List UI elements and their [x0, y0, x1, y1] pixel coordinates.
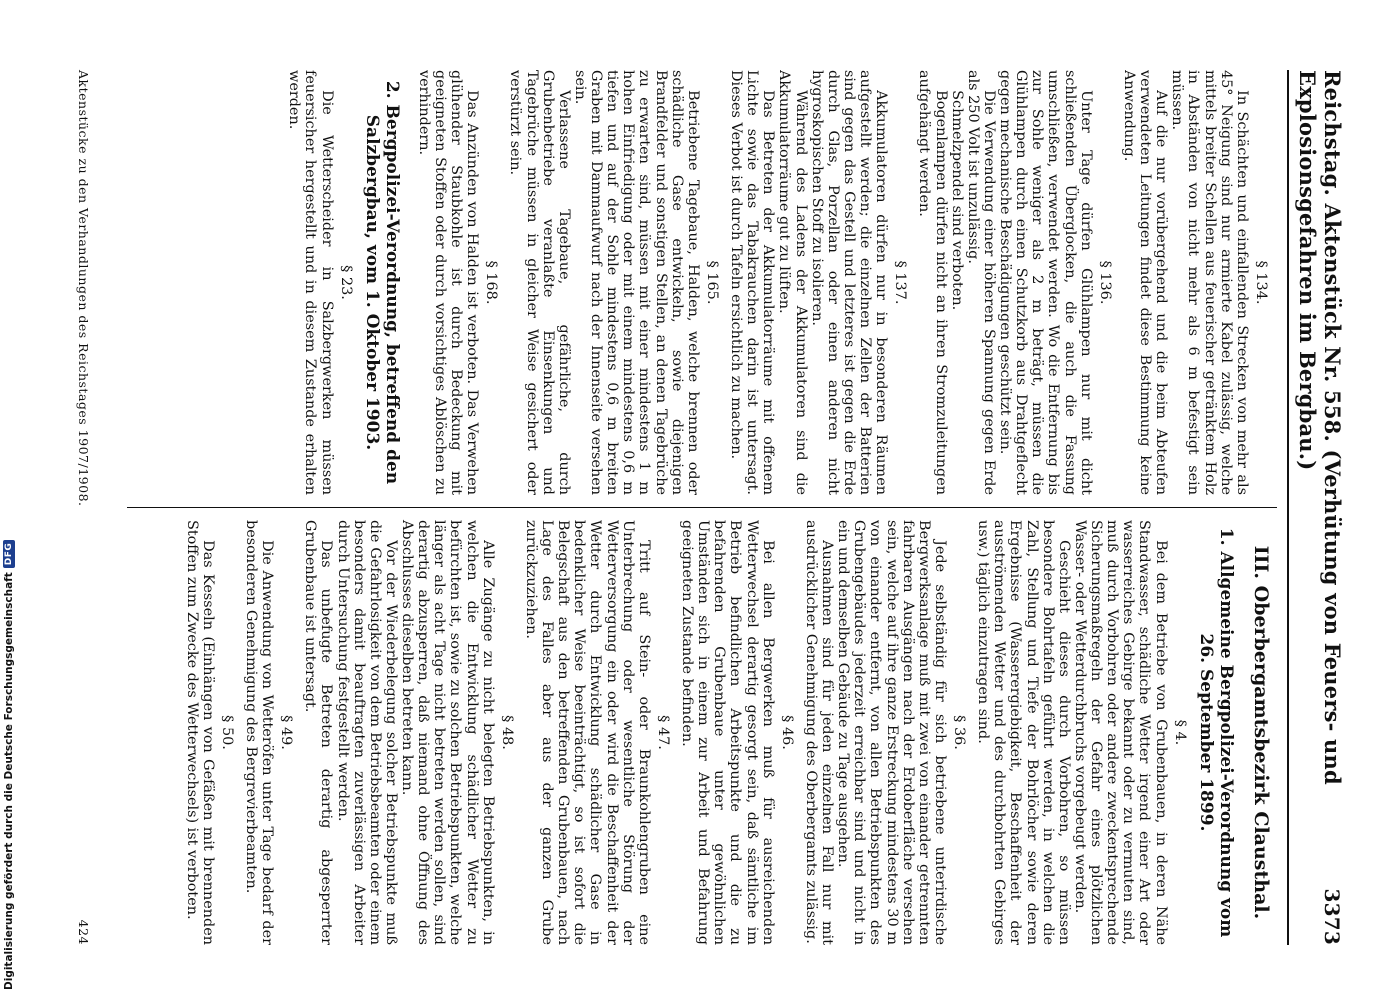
- ordinance-heading: 1. Allgemeine Bergpolizei-Verordnung vom 26. September 1899.: [1195, 527, 1236, 938]
- paragraph: Auf die nur vorübergehend und die beim Abteufen verwendeten Leitungen findet diese Bestimmung keine Anwendung.: [1121, 70, 1170, 495]
- page-footer: [76, 70, 91, 945]
- paragraph: Akkumulatoren dürfen nur in besonderen Räumen aufgestellt werden; die einzelnen Zellen der Batterien sind gegen das Gestell und letzteres ist gegen die Erde durch Glas, Porzellan oder einen anderen nicht hygroskopischen Stoff zu isolieren.: [808, 70, 890, 495]
- paragraph: Betriebene Tagebaue, Halden, welche brennen oder schädliche Gase entwickeln, sowie diejenigen Brandfelder und sonstigen Stellen, an denen Tagebrüche zu erwarten sind, müssen mit einer mindestens 1 m hohen Einfriedigung oder mit einem mindestens 0,6 m tiefen und auf der Sohle mindestens 0,6 m breiten Graben mit Dammaufwurf nach der Innenseite versehen sein.: [572, 70, 701, 495]
- page-header: [1287, 70, 1345, 945]
- digitization-note: [0, 0, 18, 1000]
- paragraph: Die Verwendung einer höheren Spannung gegen Erde als 250 Volt ist unzulässig.: [964, 70, 997, 495]
- ordinance-heading: 2. Bergpolizei-Verordnung, betreffend den Salzbergbau, vom 1. Oktober 1903.: [361, 80, 402, 485]
- paragraph: Das Betreten der Akkumulatorräume mit offenem Lichte sowie das Tabakrauchen darin ist untersagt. Dieses Verbot ist durch Tafeln ersichtlich zu machen.: [728, 70, 777, 495]
- header-title: Reichstag. Aktenstück Nr. 558. (Verhütung von Feuers- und Explosionsgefahren im Bergbau.): [1295, 70, 1345, 785]
- paragraph: In Schächten und einfallenden Strecken von mehr als 45° Neigung sind nur armierte Kabel zulässig, welche mittels breiter Schellen aus feuerischer getränktem Holz in Abständen von nicht mehr als 6 m befestigt sein müssen.: [1169, 70, 1250, 495]
- section-number: § 47.: [654, 715, 671, 750]
- paragraph: Bei allen Bergwerken muß für ausreichenden Wetterwechsel derartig gesorgt sein, daß sämtliche im Betrieb befindlichen Arbeitspunkte und die zu befahrenden Grubenbaue unter gewöhnlichen Umständen sich in einem zur Arbeit und Befahrung geeigneten Zustande befinden.: [679, 520, 776, 945]
- right-column: [127, 508, 1277, 945]
- section-number: § 136.: [1096, 260, 1113, 305]
- section-number: § 4.: [1171, 719, 1188, 746]
- paragraph: Bei dem Betriebe von Grubenbauen, in deren Nähe Standwasser, schädliche Wetter irgend einer Art oder wasserreiches Gebirge bekannt oder zu vermuten sind, muß durch Vorbohren oder andere zweckentsprechende Sicherungsmaßregeln der Gefahr eines plötzlichen Wasser- oder Wetterdurchbruchs vorgebeugt werden.: [1071, 520, 1169, 945]
- dfg-logo: DFG: [3, 540, 15, 569]
- section-number: § 23.: [337, 265, 354, 300]
- paragraph: Verlassene Tagebaue, gefährliche, durch Grubenbetriebe veranlaßte Einsenkungen und Tagebrüche müssen in gleicher Weise gesichert oder verstürzt sein.: [507, 70, 572, 495]
- paragraph: Die Wetterscheider in Salzbergwerken müssen feuersicher hergestellt und in diesem Zustande erhalten werden.: [286, 70, 335, 495]
- paragraph: Alle Zugänge zu nicht belegten Betriebspunkten, in welchen die Entwicklung schädlicher Wetter zu befürchten ist, sowie zu solchen Betriebspunkten, welche länger als acht Tage nicht betreten werden sollen, sind derartig abzusperren, daß niemand ohne Öffnung des Abschlusses dieselben betreten kann.: [399, 520, 496, 945]
- section-number: § 134.: [1253, 260, 1269, 305]
- district-heading: III. Oberbergamtsbezirk Clausthal.: [1250, 545, 1272, 920]
- digitization-text: Digitalisierung gefördert durch die Deutsche Forschungsgemeinschaft: [3, 572, 15, 990]
- section-number: § 46.: [778, 715, 795, 750]
- section-number: § 49.: [278, 715, 295, 750]
- paragraph: Das unbefugte Betreten derartig abgesperrter Grubenbaue ist untersagt.: [302, 520, 335, 945]
- section-number: § 48.: [498, 715, 515, 750]
- paragraph: Das Anzünden von Halden ist verboten. Das Verwehen glühender Staubkohle ist durch Bedeckung mit geeigneten Stoffen oder durch vorsichtiges Ablöschen zu verhindern.: [415, 70, 481, 495]
- text-columns: [127, 70, 1277, 945]
- footer-source: Aktenstücke zu den Verhandlungen des Reichstages 1907/1908.: [76, 70, 91, 507]
- paragraph: Ausnahmen sind für jeden einzelnen Fall nur mit ausdrücklicher Genehmigung des Oberbergamts zulässig.: [802, 520, 836, 945]
- section-number: § 137.: [892, 260, 909, 305]
- paragraph: Schmelzpendel sind verboten.: [948, 90, 965, 311]
- section-number: § 50.: [218, 715, 235, 750]
- paragraph: Das Kesseln (Einhängen von Gefäßen mit brennenden Stoffen zum Zwecke des Wetterwechsels) ist verboten.: [183, 520, 216, 945]
- left-column: [127, 70, 1277, 508]
- footer-page-number: 424: [76, 919, 91, 945]
- paragraph: Geschieht dieses durch Vorbohren, so müssen besondere Bohrtafeln geführt werden, in welchen die Zahl, Stellung und Tiefe der Bohrlöcher sowie deren Ergebnisse (Wasserergiebigkeit, Beschaffenheit der ausströmenden Wetter und des durchbohrten Gebirges usw.) täglich einzutragen sind.: [975, 520, 1072, 945]
- section-number: § 165.: [704, 260, 720, 305]
- page-number: 3373: [1320, 888, 1344, 945]
- paragraph: Unter Tage dürfen Glühlampen nur mit dicht schließenden Überglocken, die auch die Fassung umschließen, verwendet werden. Wo die Entfernung bis zur Sohle weniger als 2 m beträgt, müssen die Glühlampen durch einen Schutzkorb aus Drahtgeflecht gegen mechanische Beschädigungen geschützt sein.: [997, 70, 1094, 495]
- paragraph: Die Anwendung von Wetteröfen unter Tage bedarf der besonderen Genehmigung des Bergrevierbeamten.: [242, 520, 276, 945]
- paragraph: Jede selbständig für sich betriebene unterirdische Bergwerksanlage muß mit zwei von einander getrennten fahrbaren Ausgängen nach der Erdoberfläche versehen sein, welche auf ihre ganze Erstreckung mindestens 30 m von einander entfernt, von allen Betriebspunkten des Grubengebäudes jederzeit erreichbar sind und nicht in ein und demselben Gebäude zu Tage ausgehen.: [835, 520, 948, 945]
- paragraph: Bogenlampen dürfen nicht an ihren Stromzuleitungen aufgehängt werden.: [916, 70, 949, 495]
- section-number: § 36.: [951, 715, 968, 750]
- paragraph: Vor der Wiederbelegung solcher Betriebspunkte muß die Gefahrlosigkeit von dem Betriebsbeamten oder einem besonders damit beauftragten zuverlässigen Arbeiter durch Untersuchung festgestellt werden.: [334, 520, 399, 945]
- paragraph: Tritt auf Stein- oder Braunkohlengruben eine Unterbrechung oder wesentliche Störung der Wetterversorgung ein oder wird die Beschaffenheit der Wetter durch Entwicklung schädlicher Gase in bedenklicher Weise beeinträchtigt, so ist sofort die Belegschaft aus den betreffenden Grubenbauen, nach Lage des Falles aber aus der ganzen Grube zurückzuziehen.: [522, 520, 652, 945]
- paragraph: Während des Ladens der Akkumulatoren sind die Akkumulatorräume gut zu lüften.: [776, 70, 809, 495]
- section-number: § 168.: [483, 260, 500, 305]
